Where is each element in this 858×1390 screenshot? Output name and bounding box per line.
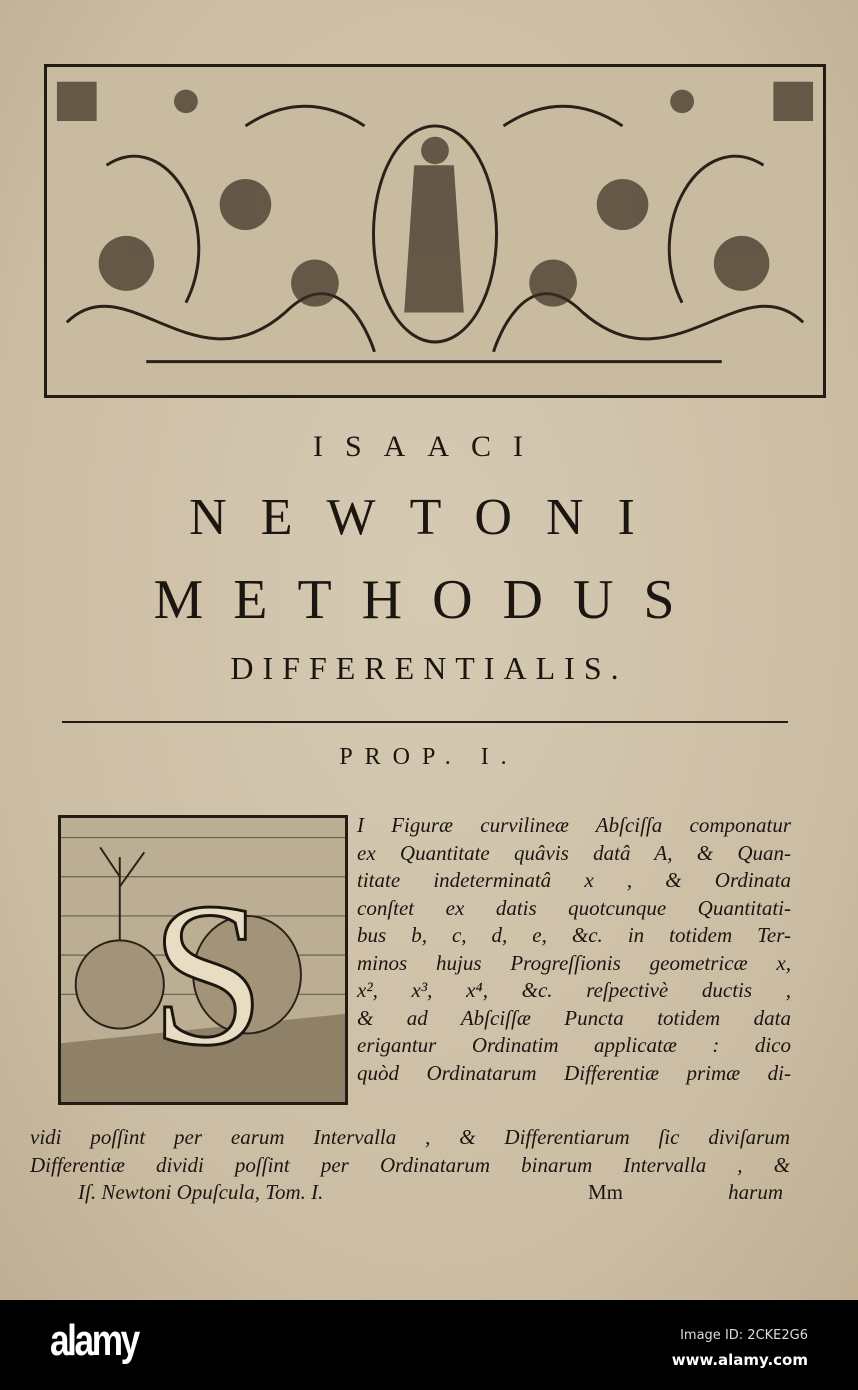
title-line-differentialis: DIFFERENTIALIS. (230, 650, 628, 686)
proposition-heading: PROP. I. (339, 744, 519, 770)
text-line: x², x³, x⁴, &c. reſpectivè ductis , (357, 978, 791, 1002)
alamy-logo: alamy (50, 1316, 138, 1365)
image-id: Image ID: 2CKE2G6 (680, 1328, 808, 1343)
text-line: minos hujus Progreſſionis geometricæ x, (357, 950, 791, 975)
text-line: titate indeterminatâ x , & Ordinata (357, 868, 791, 892)
dropcap-letter: S (150, 861, 266, 1089)
text-line: Differentiæ dividi poſſint per Ordinatarum binarum Intervalla , & (30, 1152, 790, 1177)
catchword: harum (728, 1180, 783, 1204)
headpiece-engraving (44, 64, 826, 398)
title-line-isaaci: ISAACI (312, 430, 545, 463)
page-footer (78, 1180, 783, 1208)
divider-rule (62, 721, 788, 723)
paragraph-right-column (357, 812, 791, 1087)
text-line: quòd Ordinatarum Differentiæ primæ di- (357, 1060, 791, 1085)
title-line-newtoni: NEWTONI (189, 489, 669, 546)
paragraph-full-width (30, 1124, 790, 1179)
text-line: vidi poſſint per earum Intervalla , & Differentiarum ſic diviſarum (30, 1125, 790, 1149)
text-line: & ad Abſciſſæ Puncta totidem data (357, 1005, 791, 1030)
title-line-methodus: METHODUS (153, 569, 705, 631)
text-line: ex Quantitate quâvis datâ A, & Quan- (357, 840, 791, 865)
dropcap-engraving (58, 815, 348, 1105)
text-line: erigantur Ordinatim applicatæ : dico (357, 1033, 791, 1057)
text-line: bus b, c, d, e, &c. in totidem Ter- (357, 923, 791, 947)
text-line: I Figuræ curvilineæ Abſciſſa componatur (357, 813, 791, 837)
watermark-url: www.alamy.com (671, 1351, 808, 1369)
signature-line: Iſ. Newtoni Opuſcula, Tom. I. (78, 1180, 324, 1204)
text-line: conſtet ex datis quotcunque Quantitati- (357, 895, 791, 920)
signature-mark: Mm (588, 1180, 624, 1204)
